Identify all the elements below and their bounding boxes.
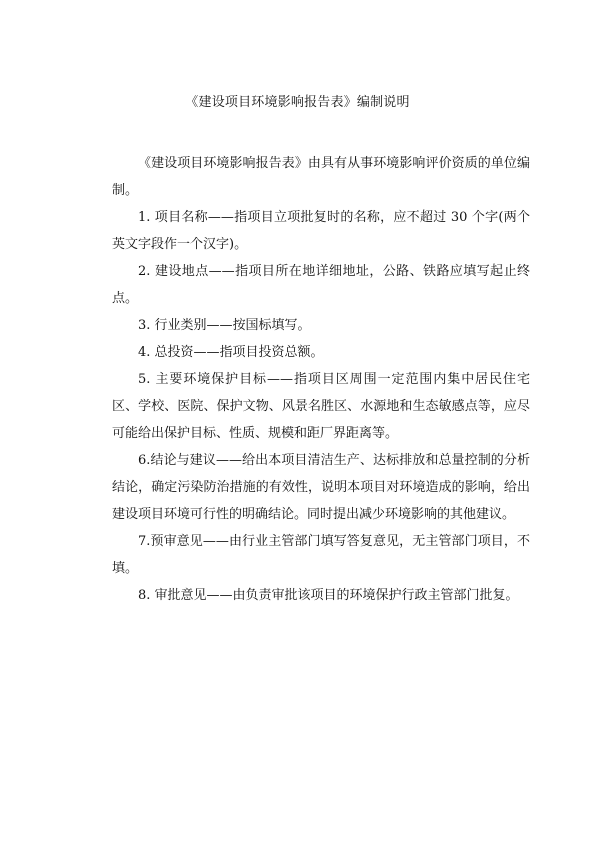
paragraph-item-5: 5. 主要环境保护目标——指项目区周围一定范围内集中居民住宅区、学校、医院、保护文物、风景名胜区、水源地和生态敏感点等，应尽可能给出保护目标、性质、规模和距厂界距离等。 xyxy=(112,372,530,441)
paragraph-item-1: 1. 项目名称——指项目立项批复时的名称，应不超过 30 个字(两个英文字段作一个汉字)。 xyxy=(112,210,530,252)
paragraph-item-6: 6.结论与建议——给出本项目清洁生产、达标排放和总量控制的分析结论，确定污染防治措施的有效性，说明本项目对环境造成的影响，给出建设项目环境可行性的明确结论。同时提出减少环境影响的其他建议。 xyxy=(112,453,530,522)
paragraph-intro: 《建设项目环境影响报告表》由具有从事环境影响评价资质的单位编制。 xyxy=(112,156,530,198)
document-title: 《建设项目环境影响报告表》编制说明 xyxy=(185,95,410,110)
paragraph-item-7: 7.预审意见——由行业主管部门填写答复意见，无主管部门项目，不填。 xyxy=(112,534,530,576)
paragraph-item-3: 3. 行业类别——按国标填写。 xyxy=(138,318,311,333)
paragraph-item-4: 4. 总投资——指项目投资总额。 xyxy=(138,345,324,360)
document-body xyxy=(112,150,530,609)
paragraph-item-2: 2. 建设地点——指项目所在地详细地址，公路、铁路应填写起止终点。 xyxy=(112,264,530,306)
paragraph-item-8: 8. 审批意见——由负责审批该项目的环境保护行政主管部门批复。 xyxy=(138,588,519,603)
